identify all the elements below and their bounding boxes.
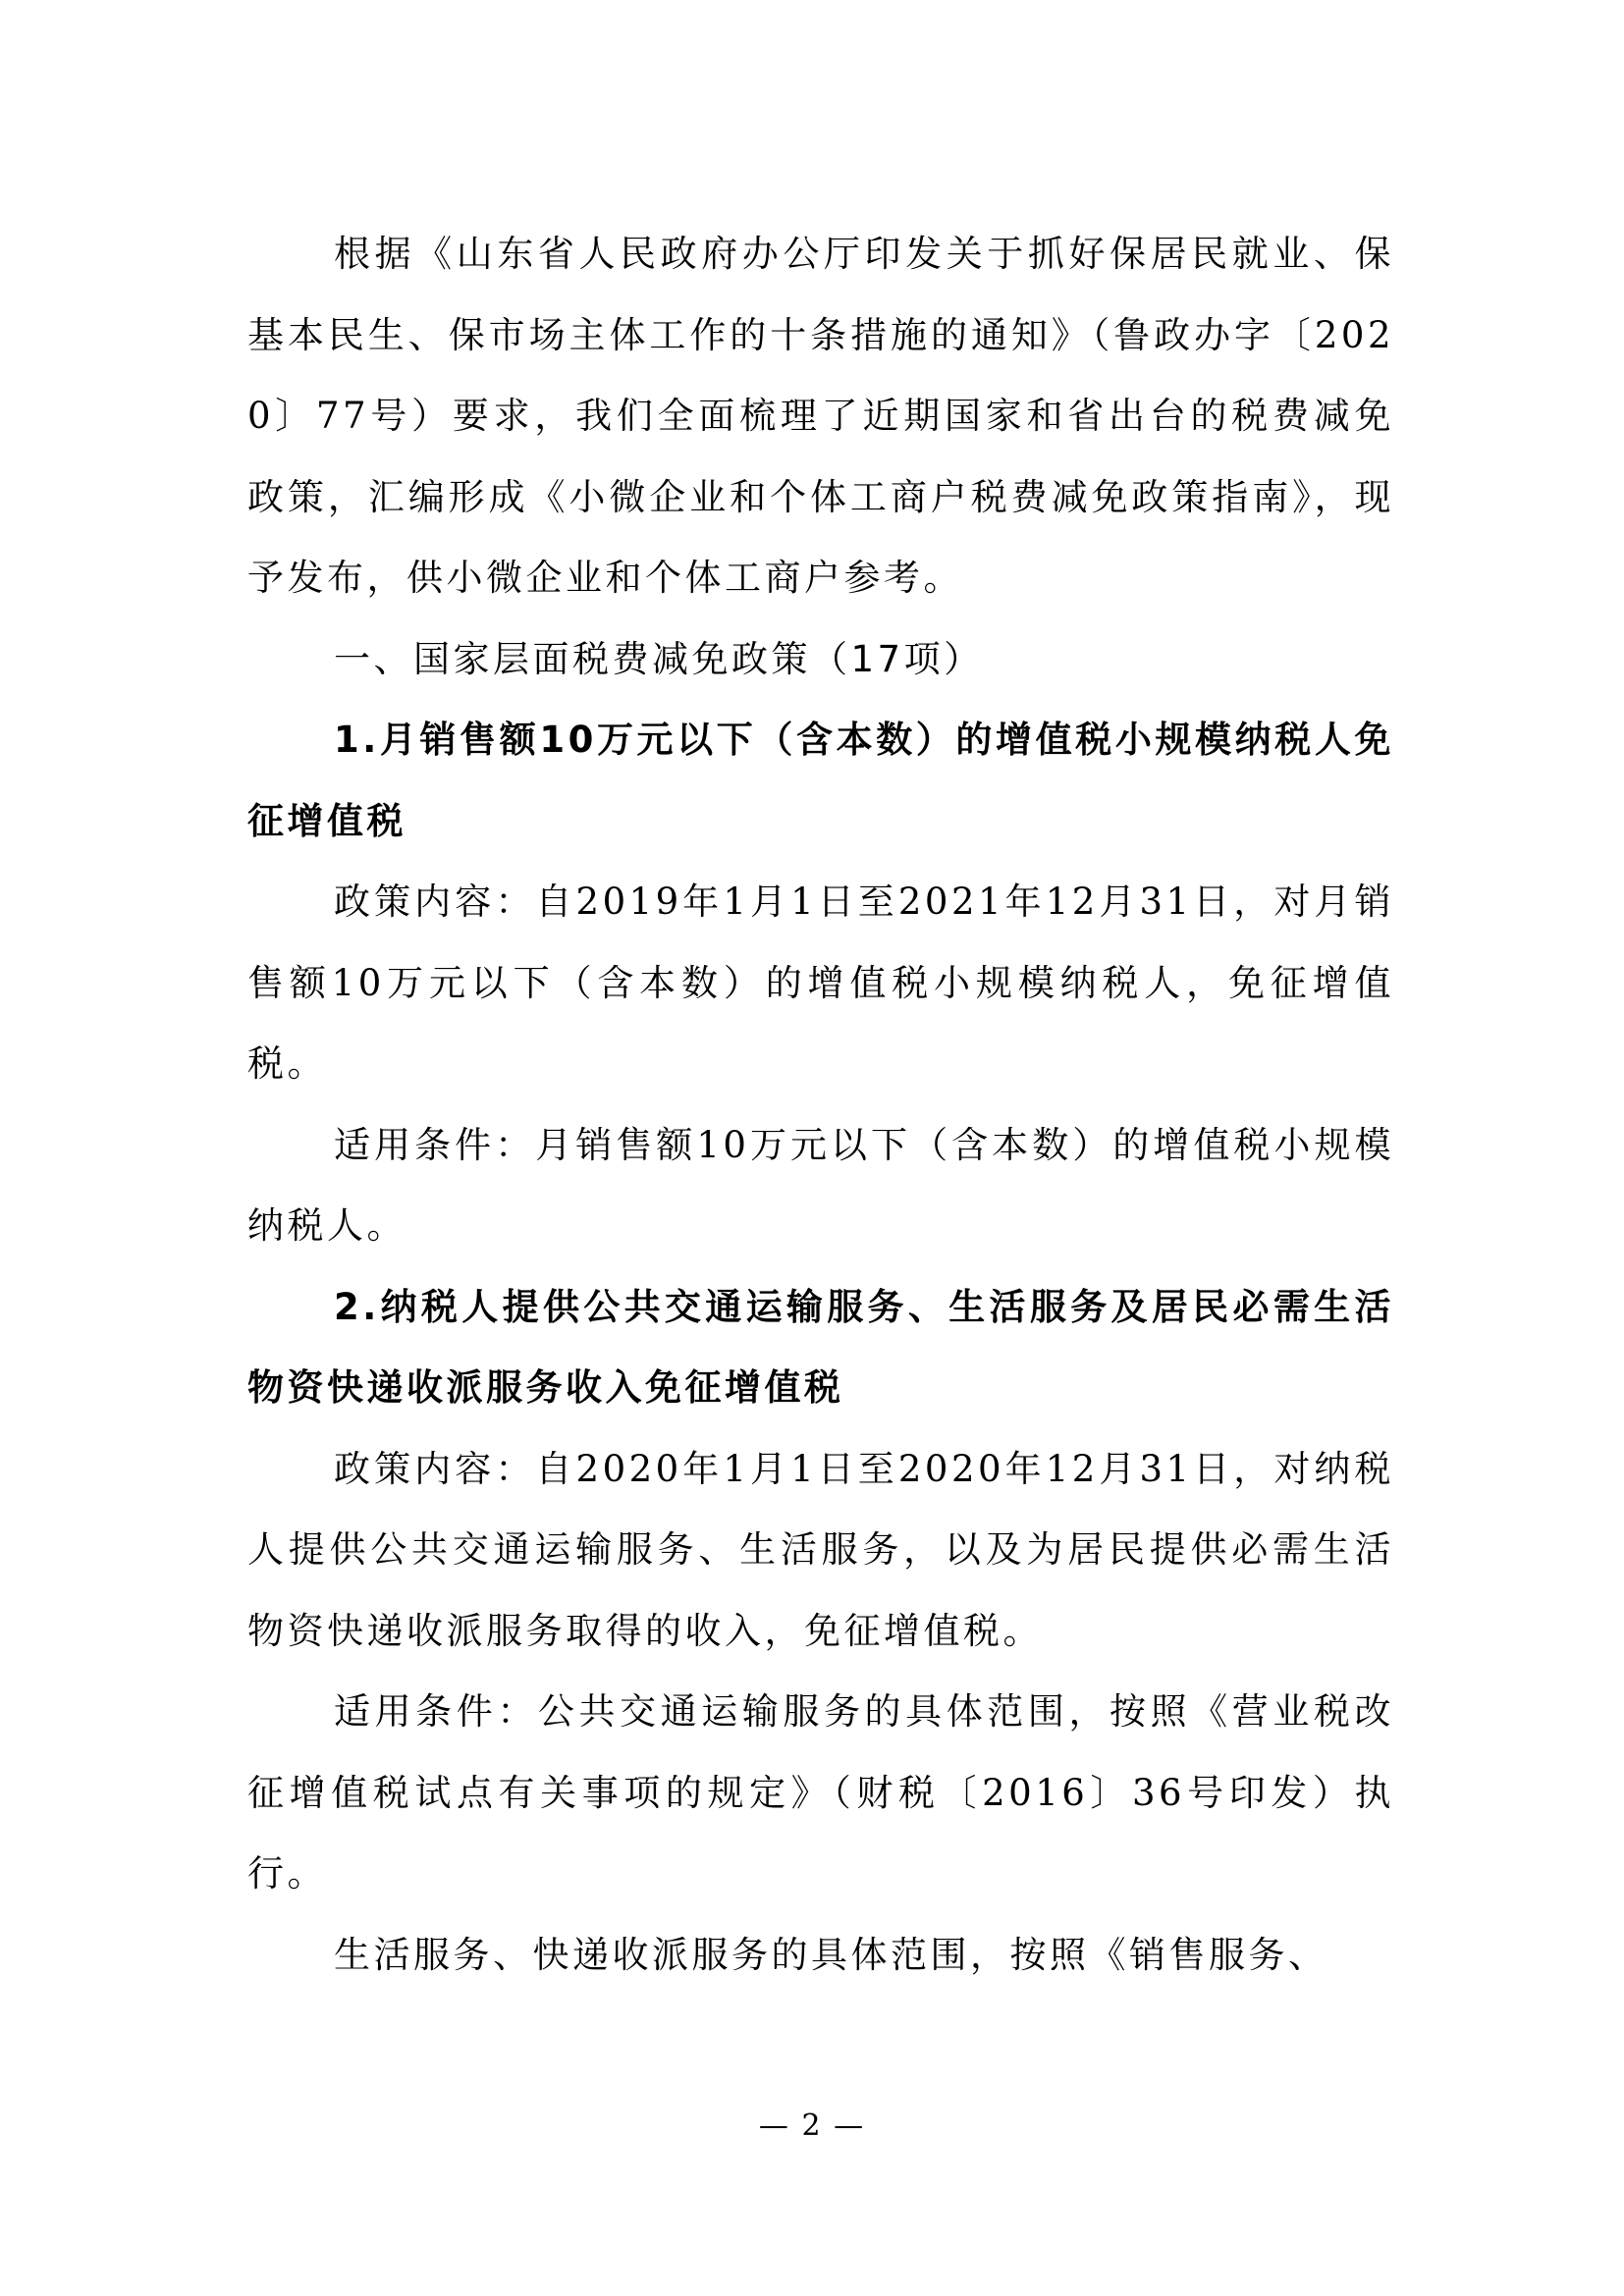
item-1-conditions: 适用条件：月销售额10万元以下（含本数）的增值税小规模纳税人。 (247, 1123, 1394, 1247)
item-2-conditions: 适用条件：公共交通运输服务的具体范围，按照《营业税改征增值税试点有关事项的规定》（财税〔2016〕36号印发）执行。 (247, 1690, 1394, 1895)
page-number: — 2 — (758, 2109, 866, 2143)
item-2-policy-content: 政策内容：自2020年1月1日至2020年12月31日，对纳税人提供公共交通运输服务、生活服务，以及为居民提供必需生活物资快递收派服务取得的收入，免征增值税。 (247, 1447, 1394, 1652)
intro-paragraph: 根据《山东省人民政府办公厅印发关于抓好保居民就业、保基本民生、保市场主体工作的十条措施的通知》（鲁政办字〔2020〕77号）要求，我们全面梳理了近期国家和省出台的税费减免政策，汇编形成《小微企业和个体工商户税费减免政策指南》，现予发布，供小微企业和个体工商户参考。 (247, 233, 1394, 599)
item-1-title: 1.月销售额10万元以下（含本数）的增值税小规模纳税人免征增值税 (247, 719, 1394, 842)
item-2-scope: 生活服务、快递收派服务的具体范围，按照《销售服务、 (334, 1933, 1328, 1976)
section-heading: 一、国家层面税费减免政策（17项） (334, 637, 984, 680)
item-1-policy-content: 政策内容：自2019年1月1日至2021年12月31日，对月销售额10万元以下（含本数）的增值税小规模纳税人，免征增值税。 (247, 881, 1394, 1085)
document-body (247, 214, 1394, 1996)
item-2-title: 2.纳税人提供公共交通运输服务、生活服务及居民必需生活物资快递收派服务收入免征增值税 (247, 1285, 1394, 1409)
